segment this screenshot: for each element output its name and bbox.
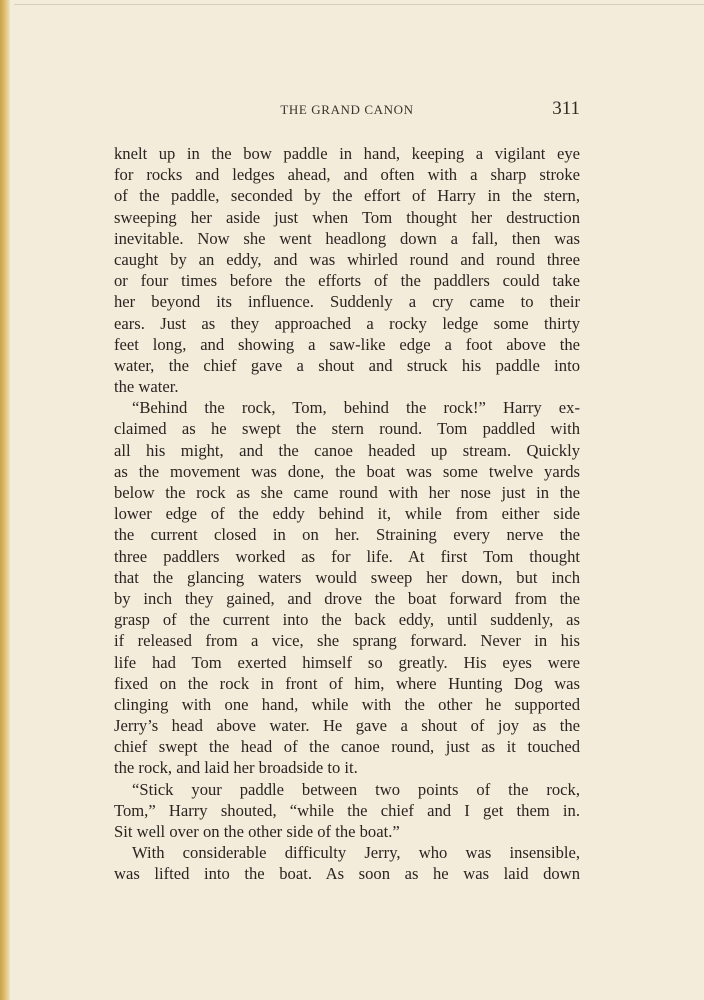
text-line: lower edge of the eddy behind it, while from either side	[114, 504, 580, 524]
text-line: “Stick your paddle between two points of the rock,	[132, 779, 580, 799]
running-title: THE GRAND CANON	[280, 102, 414, 117]
body-text	[114, 143, 580, 885]
text-line: by inch they gained, and drove the boat forward from the	[114, 588, 580, 608]
text-line: of the paddle, seconded by the effort of Harry in the stern,	[114, 186, 580, 206]
text-line: that the glancing waters would sweep her down, but inch	[114, 567, 580, 587]
text-line: the water.	[114, 377, 179, 397]
page-header	[114, 98, 580, 124]
text-line: With considerable difficulty Jerry, who was insensible,	[132, 843, 580, 863]
text-line: feet long, and showing a saw-like edge a foot above the	[114, 334, 580, 354]
text-line: was lifted into the boat. As soon as he was laid down	[114, 864, 580, 884]
text-line: three paddlers worked as for life. At first Tom thought	[114, 546, 580, 566]
text-line: Tom,” Harry shouted, “while the chief and I get them in.	[114, 800, 580, 820]
text-line: her beyond its influence. Suddenly a cry came to their	[114, 292, 580, 312]
text-line: caught by an eddy, and was whirled round and round three	[114, 249, 580, 269]
text-line: for rocks and ledges ahead, and often with a sharp stroke	[114, 165, 580, 185]
text-line: below the rock as she came round with her nose just in the	[114, 483, 580, 502]
text-line: life had Tom exerted himself so greatly. His eyes were	[114, 652, 580, 672]
text-line: grasp of the current into the back eddy, until suddenly, as	[114, 610, 580, 630]
text-line: Jerry’s head above water. He gave a shout of joy as the	[114, 716, 580, 736]
text-line: the rock, and laid her broadside to it.	[114, 758, 358, 778]
text-line: or four times before the efforts of the paddlers could take	[114, 271, 580, 291]
text-line: fixed on the rock in front of him, where Hunting Dog was	[114, 673, 580, 693]
text-line: chief swept the head of the canoe round, just as it touched	[114, 737, 580, 757]
text-line: “Behind the rock, Tom, behind the rock!” Harry ex-	[132, 398, 580, 418]
text-line: ears. Just as they approached a rocky ledge some thirty	[114, 313, 580, 333]
text-line: clinging with one hand, while with the other he supported	[114, 694, 580, 714]
text-line: all his might, and the canoe headed up stream. Quickly	[114, 440, 580, 460]
text-line: as the movement was done, the boat was some twelve yards	[114, 461, 580, 481]
text-line: the current closed in on her. Straining every nerve the	[114, 525, 580, 545]
page-top-edge	[14, 4, 704, 5]
text-line: Sit well over on the other side of the boat.”	[114, 822, 400, 841]
page-number: 311	[552, 98, 580, 119]
text-line: knelt up in the bow paddle in hand, keeping a vigilant eye	[114, 144, 580, 163]
text-line: inevitable. Now she went headlong down a fall, then was	[114, 228, 580, 248]
text-line: claimed as he swept the stern round. Tom paddled with	[114, 419, 580, 439]
page-binding-edge	[0, 0, 10, 1000]
text-line: sweeping her aside just when Tom thought her destruction	[114, 207, 580, 227]
text-line: if released from a vice, she sprang forward. Never in his	[114, 631, 580, 651]
text-line: water, the chief gave a shout and struck his paddle into	[114, 355, 580, 375]
